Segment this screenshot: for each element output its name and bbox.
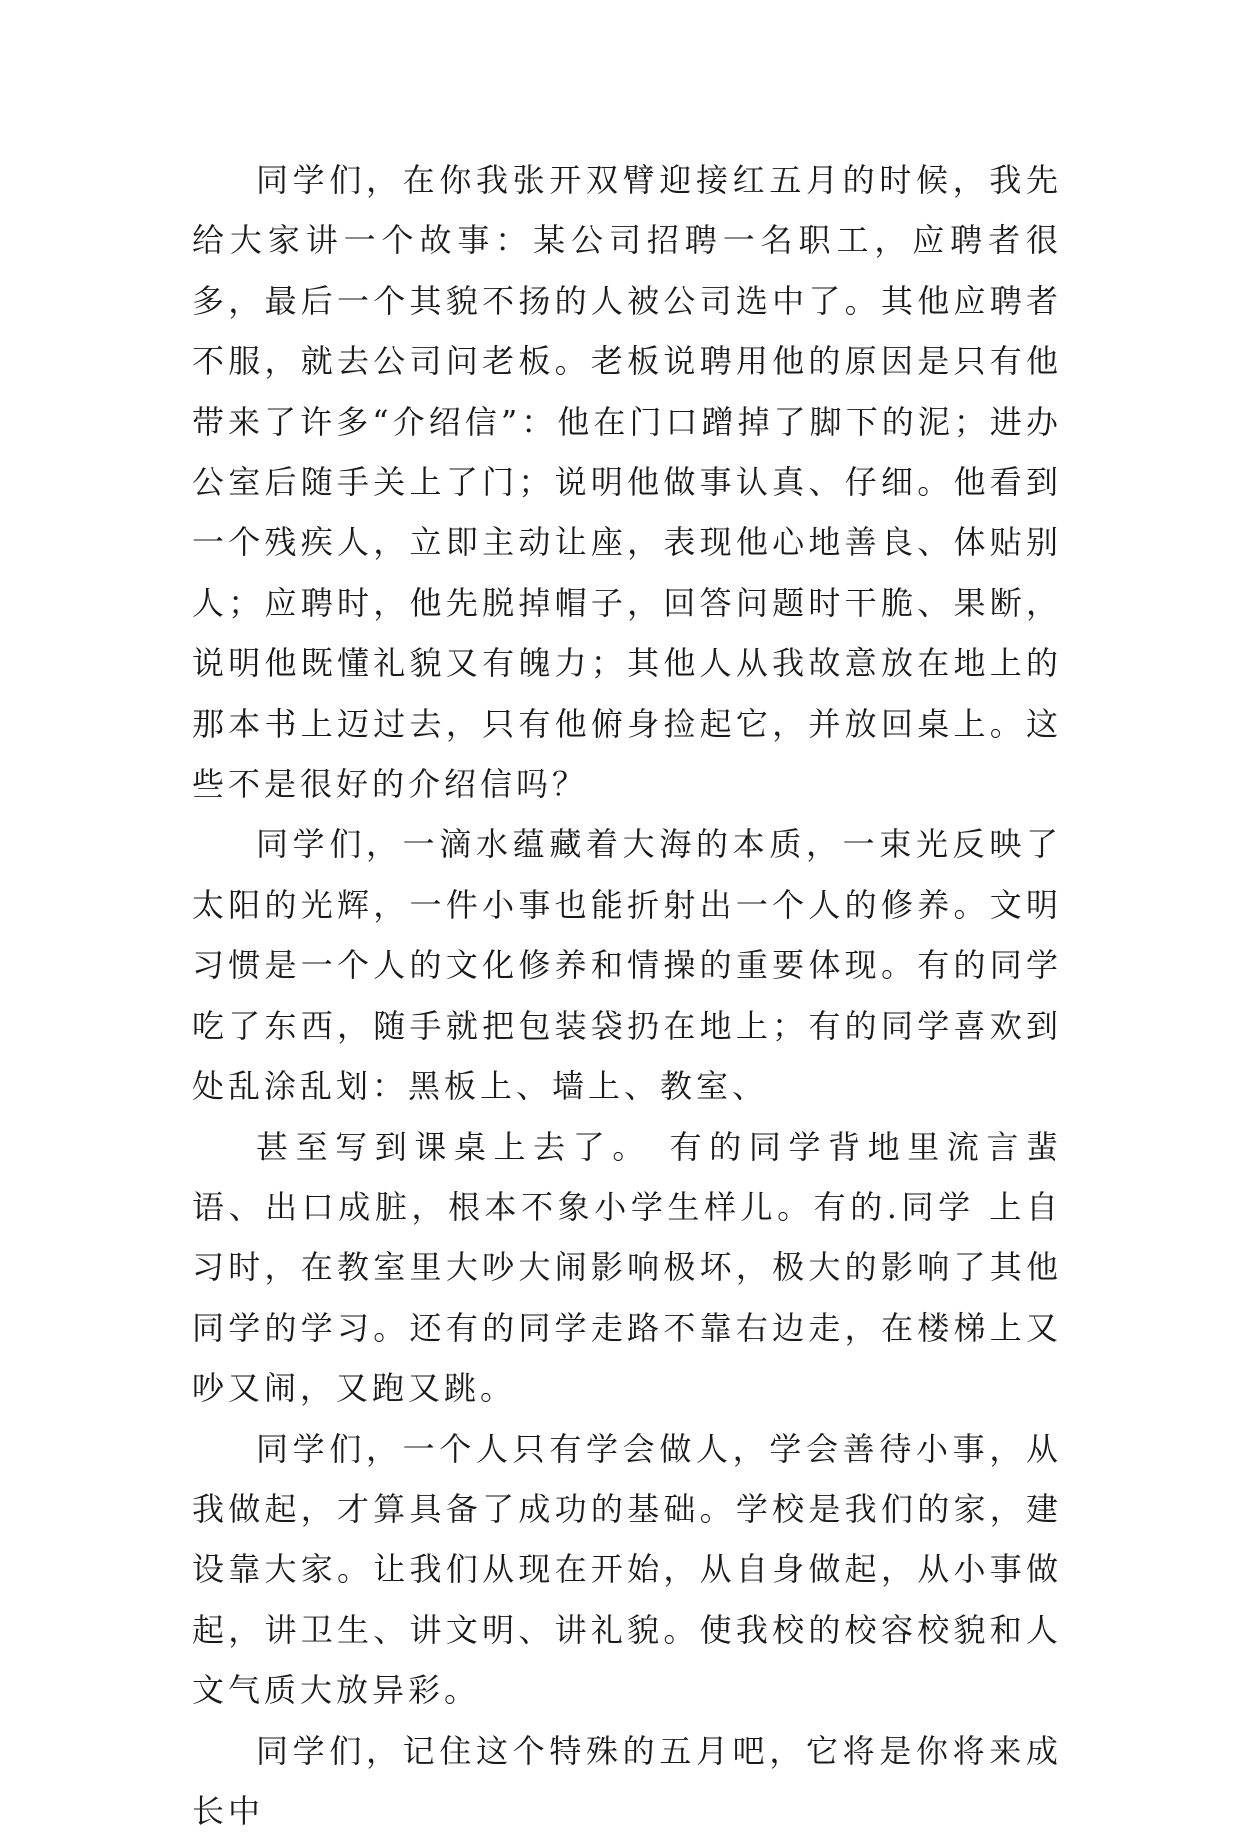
paragraph-remember-may: 同学们，记住这个特殊的五月吧，它将是你将来成长中	[192, 1731, 1062, 1830]
paragraph-bad-behaviors: 甚至写到课桌上去了。 有的同学背地里流言蜚语、出口成脏，根本不象小学生样儿。有的.同学 上自习时，在教室里大吵大闹影响极坏，极大的影响了其他同学的学习。还有的同学走路不靠右边走，在楼梯上又吵又闹，又跑又跳。	[192, 1127, 1062, 1408]
speech-body	[192, 150, 1062, 1841]
paragraph-story: 同学们，在你我张开双臂迎接红五月的时候，我先给大家讲一个故事：某公司招聘一名职工，应聘者很多，最后一个其貌不扬的人被公司选中了。其他应聘者不服，就去公司问老板。老板说聘用他的原因是只有他带来了许多“介绍信”：他在门口蹭掉了脚下的泥；进办公室后随手关上了门；说明他做事认真、仔细。他看到一个残疾人，立即主动让座，表现他心地善良、体贴别人；应聘时，他先脱掉帽子，回答问题时干脆、果断，说明他既懂礼貌又有魄力；其他人从我故意放在地上的那本书上迈过去，只有他俯身捡起它，并放回桌上。这些不是很好的介绍信吗？	[192, 161, 1062, 804]
paragraph-civilized-habits: 同学们，一滴水蕴藏着大海的本质，一束光反映了太阳的光辉，一件小事也能折射出一个人的修养。文明习惯是一个人的文化修养和情操的重要体现。有的同学吃了东西，随手就把包装袋扔在地上；有的同学喜欢到处乱涂乱划：黑板上、墙上、教室、	[192, 825, 1062, 1106]
paragraph-call-to-action: 同学们，一个人只有学会做人，学会善待小事，从我做起，才算具备了成功的基础。学校是我们的家，建设靠大家。让我们从现在开始，从自身做起，从小事做起，讲卫生、讲文明、讲礼貌。使我校的校容校貌和人文气质大放异彩。	[192, 1429, 1062, 1710]
